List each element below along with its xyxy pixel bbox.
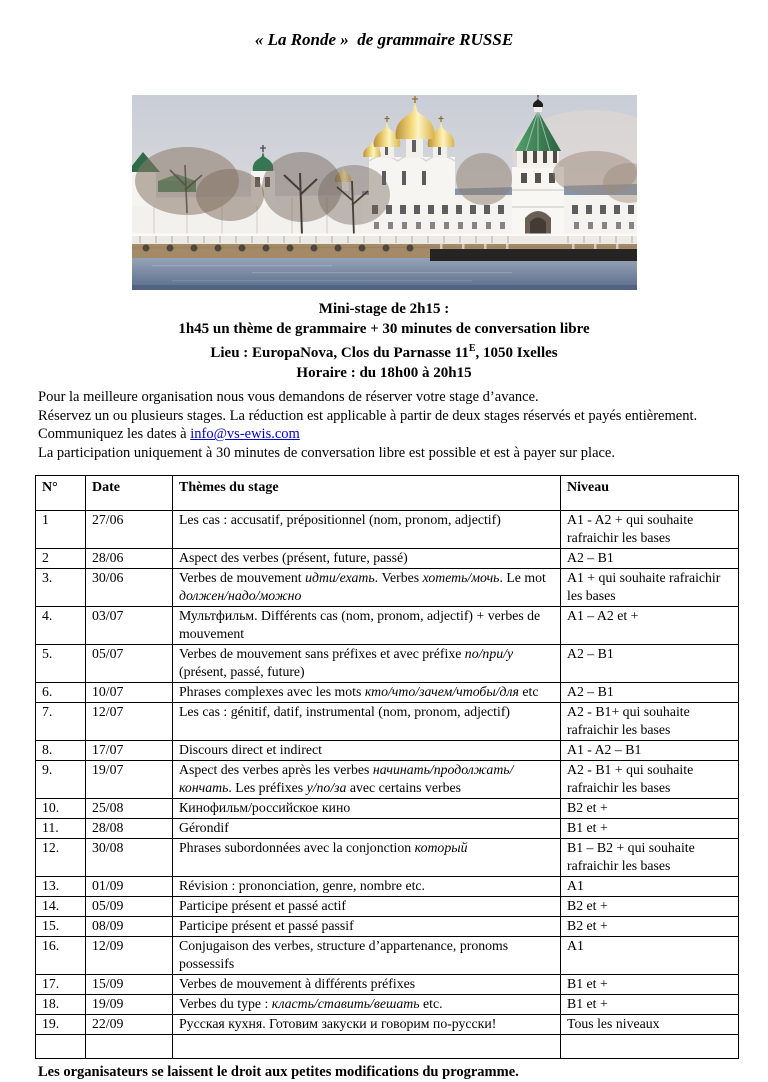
email-link[interactable]: info@vs-ewis.com bbox=[190, 426, 300, 443]
info-line-duration: Mini-stage de 2h15 : bbox=[318, 301, 450, 317]
table-row bbox=[36, 877, 739, 897]
row-date: 10/07 bbox=[86, 683, 173, 703]
row-number: 3. bbox=[36, 569, 86, 607]
row-niveau: A1 bbox=[561, 937, 739, 975]
row-niveau: A2 - B1+ qui souhaite rafraichir les bases bbox=[561, 703, 739, 741]
table-header-row bbox=[36, 476, 739, 511]
row-number: 6. bbox=[36, 683, 86, 703]
course-info-block bbox=[0, 299, 768, 383]
row-number: 1 bbox=[36, 511, 86, 549]
row-number: 17. bbox=[36, 975, 86, 995]
row-theme: Кинофильм/российское кино bbox=[173, 799, 561, 819]
table-row bbox=[36, 703, 739, 741]
table-row bbox=[36, 799, 739, 819]
empty-cell bbox=[86, 1035, 173, 1059]
footer-note: Les organisateurs se laissent le droit aux petites modifications du programme. bbox=[38, 1064, 519, 1081]
row-theme: Phrases complexes avec les mots кто/что/зачем/чтобы/для etc bbox=[173, 683, 561, 703]
row-niveau: A2 - B1 + qui souhaite rafraichir les bases bbox=[561, 761, 739, 799]
row-niveau: A2 – B1 bbox=[561, 645, 739, 683]
header-num: N° bbox=[36, 476, 86, 511]
info-line-schedule: Horaire : du 18h00 à 20h15 bbox=[296, 365, 472, 381]
table-row bbox=[36, 741, 739, 761]
row-theme: Verbes de mouvement sans préfixes et avec préfixe по/при/у (présent, passé, future) bbox=[173, 645, 561, 683]
paragraph-participation: La participation uniquement à 30 minutes de conversation libre est possible et est à payer sur place. bbox=[38, 444, 615, 461]
row-date: 19/09 bbox=[86, 995, 173, 1015]
row-niveau: A2 – B1 bbox=[561, 549, 739, 569]
table-row bbox=[36, 569, 739, 607]
row-number: 2 bbox=[36, 549, 86, 569]
row-theme: Les cas : génitif, datif, instrumental (nom, pronom, adjectif) bbox=[173, 703, 561, 741]
row-niveau: B2 et + bbox=[561, 897, 739, 917]
monastery-photo bbox=[132, 95, 637, 290]
row-number: 7. bbox=[36, 703, 86, 741]
row-theme: Verbes de mouvement à différents préfixes bbox=[173, 975, 561, 995]
row-number: 14. bbox=[36, 897, 86, 917]
row-niveau: A1 – A2 et + bbox=[561, 607, 739, 645]
row-date: 08/09 bbox=[86, 917, 173, 937]
row-niveau: B2 et + bbox=[561, 917, 739, 937]
row-date: 15/09 bbox=[86, 975, 173, 995]
booking-paragraphs bbox=[38, 388, 740, 462]
row-theme: Aspect des verbes (présent, future, passé) bbox=[173, 549, 561, 569]
superscript-e: E bbox=[468, 343, 476, 354]
row-date: 01/09 bbox=[86, 877, 173, 897]
row-niveau: A1 + qui souhaite rafraichir les bases bbox=[561, 569, 739, 607]
table-row bbox=[36, 917, 739, 937]
row-theme: Participe présent et passé passif bbox=[173, 917, 561, 937]
row-niveau: B2 et + bbox=[561, 799, 739, 819]
row-theme: Discours direct et indirect bbox=[173, 741, 561, 761]
table-row bbox=[36, 645, 739, 683]
row-niveau: B1 – B2 + qui souhaite rafraichir les bases bbox=[561, 839, 739, 877]
row-date: 28/06 bbox=[86, 549, 173, 569]
row-number: 12. bbox=[36, 839, 86, 877]
table-row bbox=[36, 607, 739, 645]
table-row bbox=[36, 511, 739, 549]
table-row bbox=[36, 683, 739, 703]
paragraph-reservation: Pour la meilleure organisation nous vous demandons de réserver votre stage d’avance. bbox=[38, 389, 539, 405]
row-date: 17/07 bbox=[86, 741, 173, 761]
header-date: Date bbox=[86, 476, 173, 511]
row-niveau: B1 et + bbox=[561, 995, 739, 1015]
info-line-location: Lieu : EuropaNova, Clos du Parnasse $11^E$, 1050 Ixelles bbox=[210, 343, 558, 361]
row-theme: Verbes du type : класть/ставить/вешать etc. bbox=[173, 995, 561, 1015]
row-date: 05/07 bbox=[86, 645, 173, 683]
table-row bbox=[36, 975, 739, 995]
row-number: 5. bbox=[36, 645, 86, 683]
table-row bbox=[36, 761, 739, 799]
row-theme: Aspect des verbes après les verbes начинать/продолжать/кончать. Les préfixes у/по/за avec certains verbes bbox=[173, 761, 561, 799]
row-theme: Participe présent et passé actif bbox=[173, 897, 561, 917]
table-row bbox=[36, 819, 739, 839]
row-number: 15. bbox=[36, 917, 86, 937]
row-niveau: A2 – B1 bbox=[561, 683, 739, 703]
table-row bbox=[36, 937, 739, 975]
table-row bbox=[36, 995, 739, 1015]
row-niveau: A1 - A2 – B1 bbox=[561, 741, 739, 761]
row-niveau: A1 - A2 + qui souhaite rafraichir les bases bbox=[561, 511, 739, 549]
empty-cell bbox=[173, 1035, 561, 1059]
info-line-format: 1h45 un thème de grammaire + 30 minutes de conversation libre bbox=[178, 321, 590, 337]
row-number: 13. bbox=[36, 877, 86, 897]
row-number: 16. bbox=[36, 937, 86, 975]
row-number: 11. bbox=[36, 819, 86, 839]
row-number: 10. bbox=[36, 799, 86, 819]
row-niveau: Tous les niveaux bbox=[561, 1015, 739, 1035]
empty-row bbox=[36, 1035, 739, 1059]
row-date: 30/08 bbox=[86, 839, 173, 877]
row-date: 05/09 bbox=[86, 897, 173, 917]
empty-cell bbox=[561, 1035, 739, 1059]
row-date: 03/07 bbox=[86, 607, 173, 645]
header-themes: Thèmes du stage bbox=[173, 476, 561, 511]
row-niveau: B1 et + bbox=[561, 819, 739, 839]
paragraph-discount: Réservez un ou plusieurs stages. La réduction est applicable à partir de deux stages réservés et payés entièrement. Communiquez les dates à info@vs-ewis.com bbox=[38, 407, 698, 443]
row-number: 8. bbox=[36, 741, 86, 761]
row-theme: Русская кухня. Готовим закуски и говорим по-русски! bbox=[173, 1015, 561, 1035]
row-date: 12/09 bbox=[86, 937, 173, 975]
table-row bbox=[36, 897, 739, 917]
empty-cell bbox=[36, 1035, 86, 1059]
row-number: 18. bbox=[36, 995, 86, 1015]
row-date: 19/07 bbox=[86, 761, 173, 799]
row-date: 27/06 bbox=[86, 511, 173, 549]
row-theme: Révision : prononciation, genre, nombre etc. bbox=[173, 877, 561, 897]
row-niveau: B1 et + bbox=[561, 975, 739, 995]
row-date: 25/08 bbox=[86, 799, 173, 819]
row-date: 12/07 bbox=[86, 703, 173, 741]
stage-table-body bbox=[36, 511, 739, 1059]
row-theme: Gérondif bbox=[173, 819, 561, 839]
row-number: 9. bbox=[36, 761, 86, 799]
row-theme: Phrases subordonnées avec la conjonction который bbox=[173, 839, 561, 877]
stage-schedule-table bbox=[35, 475, 739, 1059]
row-theme: Verbes de mouvement идти/ехать. Verbes хотеть/мочь. Le mot должен/надо/можно bbox=[173, 569, 561, 607]
row-number: 19. bbox=[36, 1015, 86, 1035]
row-theme: Мультфильм. Différents cas (nom, pronom, adjectif) + verbes de mouvement bbox=[173, 607, 561, 645]
row-niveau: A1 bbox=[561, 877, 739, 897]
row-number: 4. bbox=[36, 607, 86, 645]
row-date: 30/06 bbox=[86, 569, 173, 607]
row-date: 22/09 bbox=[86, 1015, 173, 1035]
table-row bbox=[36, 1015, 739, 1035]
table-row bbox=[36, 549, 739, 569]
row-theme: Conjugaison des verbes, structure d’appartenance, pronoms possessifs bbox=[173, 937, 561, 975]
row-theme: Les cas : accusatif, prépositionnel (nom, pronom, adjectif) bbox=[173, 511, 561, 549]
table-row bbox=[36, 839, 739, 877]
row-date: 28/08 bbox=[86, 819, 173, 839]
header-niveau: Niveau bbox=[561, 476, 739, 511]
page-title: « La Ronde » de grammaire RUSSE bbox=[254, 30, 514, 49]
